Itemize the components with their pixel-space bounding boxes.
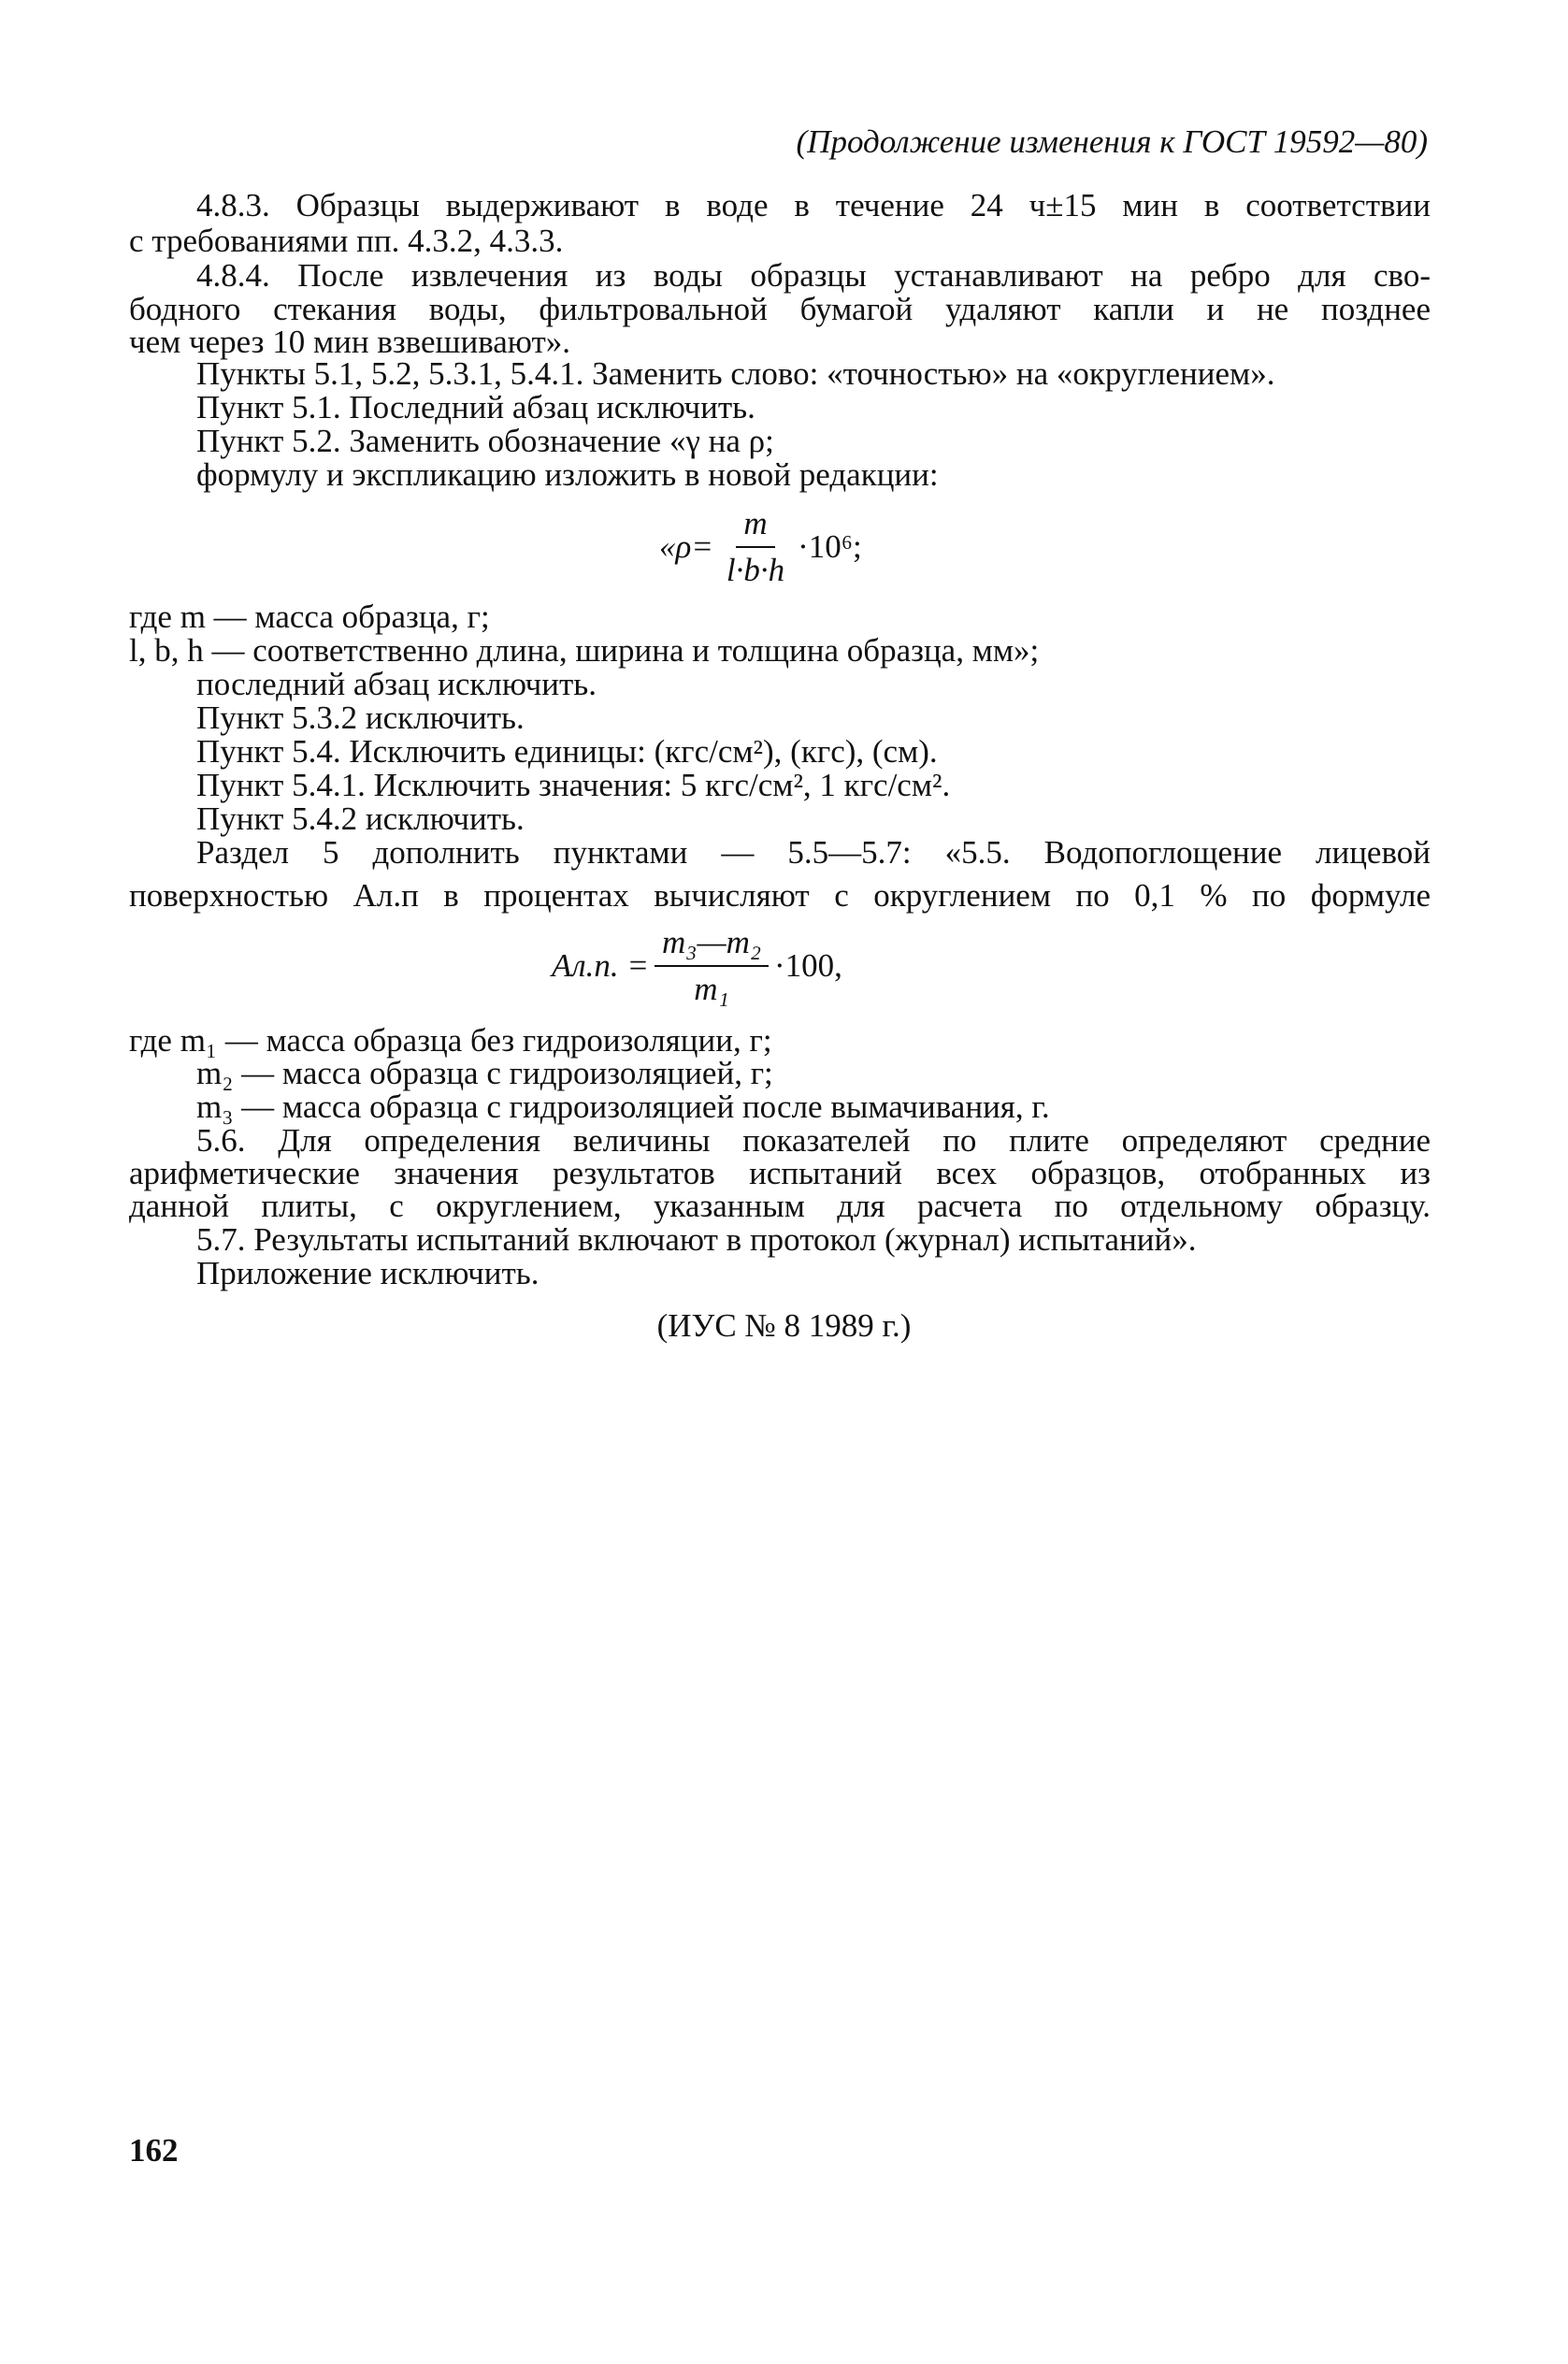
section-5-line-2	[129, 877, 1431, 915]
text: поверхностью Aл.п в процентах вычисляют с округлением по 0,1 % по формуле	[129, 877, 1431, 914]
item-point-5-4-1: Пункт 5.4.1. Исключить значения: 5 кгс/см², 1 кгс/см².	[196, 767, 951, 803]
explanation-m3: m₃ — масса образца с гидроизоляцией после вымачивания, г.	[196, 1088, 1050, 1125]
paragraph-4-8-3-line-1	[196, 187, 1431, 224]
item-point-5-2-formula-note: формулу и экспликацию изложить в новой редакции:	[196, 456, 939, 493]
item-point-5-4: Пункт 5.4. Исключить единицы: (кгс/см²), (кгс), (см).	[196, 733, 938, 770]
formula-fraction	[655, 924, 769, 1008]
formula-numerator: m₃—m₂	[655, 924, 769, 967]
text: арифметические значения результатов испытаний всех образцов, отобранных из	[129, 1155, 1431, 1191]
explanation-m: где m — масса образца, г;	[129, 598, 490, 635]
source-reference: (ИУС № 8 1989 г.)	[656, 1307, 912, 1344]
item-point-5-2: Пункт 5.2. Заменить обозначение «γ на ρ;	[196, 423, 774, 459]
paragraph-5-6-line-3	[129, 1188, 1431, 1225]
running-header: (Продолжение изменения к ГОСТ 19592—80)	[796, 123, 1428, 160]
item-point-5-3-2: Пункт 5.3.2 исключить.	[196, 699, 525, 736]
page-number: 162	[129, 2132, 179, 2169]
formula-rhs: ·10⁶;	[798, 528, 862, 565]
formula-denominator: l·b·h	[726, 552, 785, 588]
paragraph-5-6-line-2	[129, 1155, 1431, 1192]
explanation-lbh: l, b, h — соответственно длина, ширина и толщина образца, мм»;	[129, 632, 1040, 669]
item-points-5-1: Пункты 5.1, 5.2, 5.3.1, 5.4.1. Заменить слово: «точностью» на «округлением».	[196, 355, 1275, 392]
text: Раздел 5 дополнить пунктами — 5.5—5.7: «5.5. Водопоглощение лицевой	[196, 834, 1431, 871]
water-absorption-formula	[552, 924, 842, 1008]
density-formula	[659, 505, 862, 589]
item-point-5-4-2: Пункт 5.4.2 исключить.	[196, 800, 525, 837]
text: данной плиты, с округлением, указанным для расчета по отдельному образцу.	[129, 1188, 1431, 1224]
text: 4.8.4. После извлечения из воды образцы устанавливают на ребро для сво-	[196, 257, 1431, 294]
paragraph-5-7: 5.7. Результаты испытаний включают в протокол (журнал) испытаний».	[196, 1221, 1197, 1258]
explanation-last-paragraph: последний абзац исключить.	[196, 666, 597, 702]
text: бодного стекания воды, фильтровальной бумагой удаляют капли и не позднее	[129, 291, 1431, 327]
paragraph-4-8-3-line-2: с требованиями пп. 4.3.2, 4.3.3.	[129, 223, 564, 259]
explanation-m1: где m₁ — масса образца без гидроизоляции, г;	[129, 1022, 772, 1059]
text: 5.6. Для определения величины показателей по плите определяют средние	[196, 1122, 1431, 1159]
formula-denominator: m₁	[694, 971, 729, 1007]
paragraph-4-8-4-line-3: чем через 10 мин взвешивают».	[129, 324, 571, 360]
formula-numerator: m	[736, 505, 774, 548]
explanation-m2: m₂ — масса образца с гидроизоляцией, г;	[196, 1055, 773, 1091]
paragraph-4-8-4-line-2	[129, 291, 1431, 328]
formula-fraction	[719, 505, 792, 589]
paragraph-5-6-line-1	[196, 1122, 1431, 1160]
appendix-note: Приложение исключить.	[196, 1255, 539, 1291]
section-5-line-1	[196, 834, 1431, 872]
item-point-5-1: Пункт 5.1. Последний абзац исключить.	[196, 389, 755, 425]
formula-lhs: Aл.п. =	[552, 947, 650, 984]
formula-rhs: ·100,	[774, 947, 842, 984]
text: 4.8.3. Образцы выдерживают в воде в течение 24 ч±15 мин в соответствии	[196, 187, 1431, 223]
formula-lhs: «ρ=	[659, 528, 713, 565]
paragraph-4-8-4-line-1	[196, 257, 1431, 295]
